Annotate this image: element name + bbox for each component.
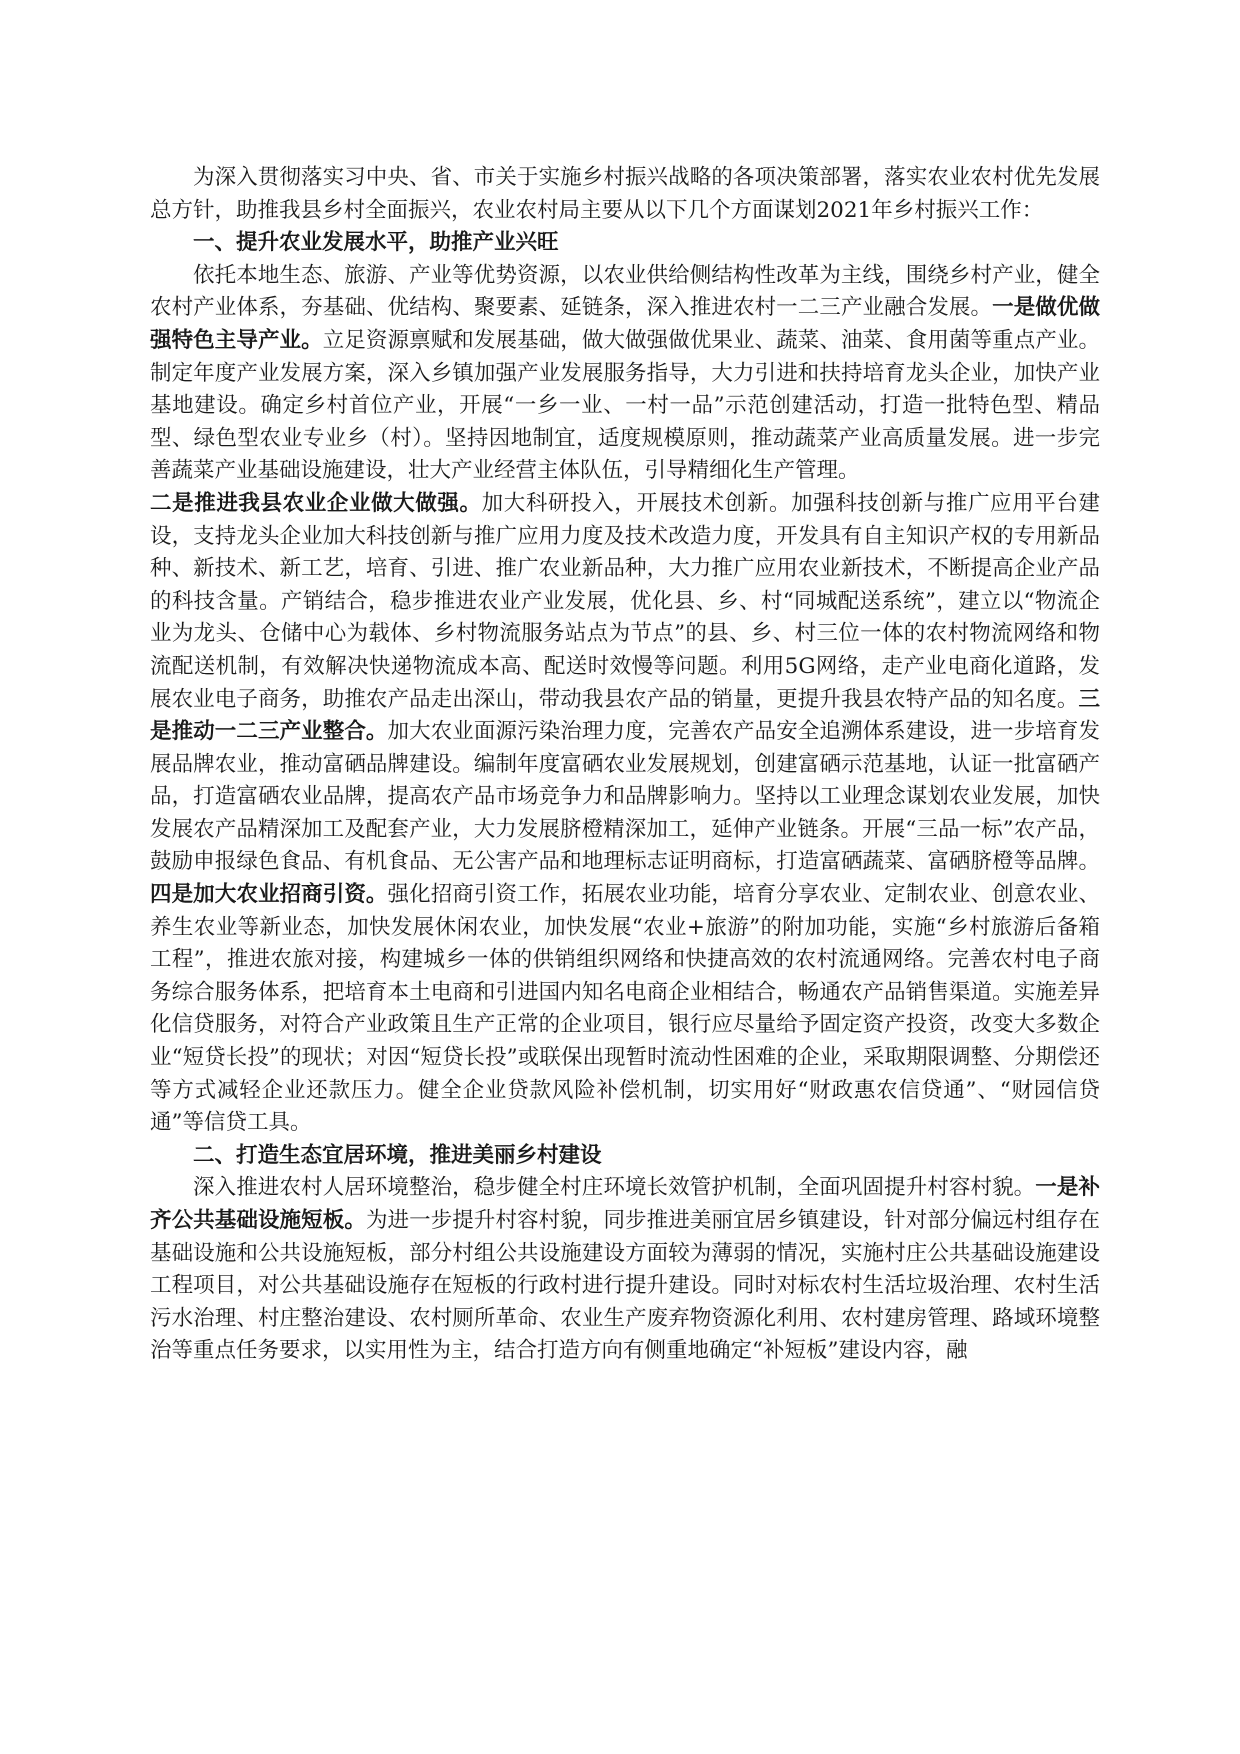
section-1-paragraph-2 bbox=[150, 488, 1100, 1140]
section-1-point-4-text: 强化招商引资工作，拓展农业功能，培育分享农业、定制农业、创意农业、养生农业等新业态，加快发展休闲农业，加快发展“农业+旅游”的附加功能，实施“乡村旅游后备箱工程”，推进农旅对接，构建城乡一体的供销组织网络和快捷高效的农村流通网络。完善农村电子商务综合服务体系，把培育本土电商和引进国内知名电商企业相结合，畅通农产品销售渠道。实施差异化信贷服务，对符合产业政策且生产正常的企业项目，银行应尽量给予固定资产投资，改变大多数企业“短贷长投”的现状；对因“短贷长投”或联保出现暂时流动性困难的企业，采取期限调整、分期偿还等方式减轻企业还款压力。健全企业贷款风险补偿机制，切实用好“财政惠农信贷通”、“财园信贷通”等信贷工具。 bbox=[150, 882, 1100, 1136]
section-1-point-3-title: 三是推动一二三产业整合。 bbox=[150, 686, 1100, 745]
section-2-heading: 二、打造生态宜居环境，推进美丽乡村建设 bbox=[193, 1142, 602, 1168]
section-1-point-1-title: 一是做优做强特色主导产业。 bbox=[150, 295, 1100, 353]
section-1-point-4-title: 四是加大农业招商引资。 bbox=[150, 882, 388, 908]
section-1-paragraph bbox=[150, 260, 1100, 488]
section-1-point-2-title: 二是推进我县农业企业做大做强。 bbox=[150, 490, 482, 516]
section-1-point-2-text: 加大科研投入，开展技术创新。加强科技创新与推广应用平台建设，支持龙头企业加大科技创新与推广应用力度及技术改造力度，开发具有自主知识产权的专用新品种、新技术、新工艺，培育、引进、推广农业新品种，大力推广应用农业新技术，不断提高企业产品的科技含量。产销结合，稳步推进农业产业发展，优化县、乡、村“同城配送系统”，建立以“物流企业为龙头、仓储中心为载体、乡村物流服务站点为节点”的县、乡、村三位一体的农村物流网络和物流配送机制，有效解决快递物流成本高、配送时效慢等问题。利用5G网络，走产业电商化道路，发展农业电子商务，助推农产品走出深山，带动我县农产品的销量，更提升我县农特产品的知名度。 bbox=[150, 490, 1100, 712]
section-1-lead-text: 依托本地生态、旅游、产业等优势资源，以农业供给侧结构性改革为主线，围绕乡村产业，健全农村产业体系，夯基础、优结构、聚要素、延链条，深入推进农村一二三产业融合发展。 bbox=[150, 262, 1100, 321]
section-2-lead-text: 深入推进农村人居环境整治，稳步健全村庄环境长效管护机制，全面巩固提升村容村貌。 bbox=[193, 1175, 1036, 1201]
section-1-point-1-text: 立足资源禀赋和发展基础，做大做强做优果业、蔬菜、油菜、食用菌等重点产业。制定年度产业发展方案，深入乡镇加强产业发展服务指导，大力引进和扶持培育龙头企业，加快产业基地建设。确定乡村首位产业，开展“一乡一业、一村一品”示范创建活动，打造一批特色型、精品型、绿色型农业专业乡（村）。坚持因地制宜，适度规模原则，推动蔬菜产业高质量发展。进一步完善蔬菜产业基础设施建设，壮大产业经营主体队伍，引导精细化生产管理。 bbox=[150, 327, 1100, 484]
document-page bbox=[150, 162, 1100, 1368]
intro-paragraph: 为深入贯彻落实习中央、省、市关于实施乡村振兴战略的各项决策部署，落实农业农村优先发展总方针，助推我县乡村全面振兴，农业农村局主要从以下几个方面谋划2021年乡村振兴工作： bbox=[150, 165, 1100, 223]
section-2-point-1-text: 为进一步提升村容村貌，同步推进美丽宜居乡镇建设，针对部分偏远村组存在基础设施和公共设施短板，部分村组公共设施建设方面较为薄弱的情况，实施村庄公共基础设施建设工程项目，对公共基础设施存在短板的行政村进行提升建设。同时对标农村生活垃圾治理、农村生活污水治理、村庄整治建设、农村厕所革命、农业生产废弃物资源化利用、农村建房管理、路域环境整治等重点任务要求，以实用性为主，结合打造方向有侧重地确定“补短板”建设内容，融 bbox=[150, 1208, 1100, 1364]
section-2-point-1-title: 一是补齐公共基础设施短板。 bbox=[150, 1175, 1100, 1233]
section-1-heading: 一、提升农业发展水平，助推产业兴旺 bbox=[193, 230, 559, 256]
section-2-paragraph bbox=[150, 1172, 1100, 1368]
section-1-point-3-text: 加大农业面源污染治理力度，完善农产品安全追溯体系建设，进一步培育发展品牌农业，推动富硒品牌建设。编制年度富硒农业发展规划，创建富硒示范基地，认证一批富硒产品，打造富硒农业品牌，提高农产品市场竞争力和品牌影响力。坚持以工业理念谋划农业发展，加快发展农产品精深加工及配套产业，大力发展脐橙精深加工，延伸产业链条。开展“三品一标”农产品，鼓励申报绿色食品、有机食品、无公害产品和地理标志证明商标，打造富硒蔬菜、富硒脐橙等品牌。 bbox=[150, 719, 1100, 875]
